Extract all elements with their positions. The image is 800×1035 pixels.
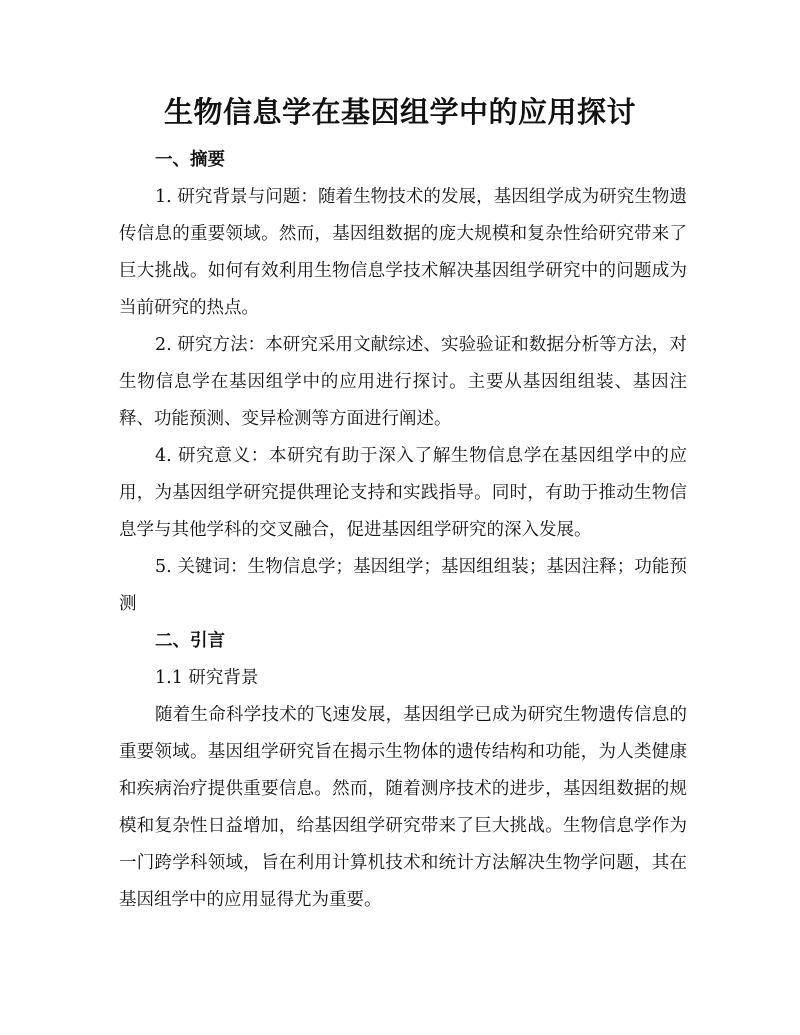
document-body [119, 142, 687, 919]
abstract-paragraph-background: 1. 研究背景与问题：随着生物技术的发展，基因组学成为研究生物遗传信息的重要领域。然而，基因组数据的庞大规模和复杂性给研究带来了巨大挑战。如何有效利用生物信息学技术解决基因组学研究中的问题成为当前研究的热点。 [119, 187, 687, 318]
abstract-paragraph-methods: 2. 研究方法：本研究采用文献综述、实验验证和数据分析等方法，对生物信息学在基因组学中的应用进行探讨。主要从基因组组装、基因注释、功能预测、变异检测等方面进行阐述。 [119, 335, 687, 429]
section-heading-abstract: 一、摘要 [155, 150, 225, 170]
subsection-heading-background: 1.1 研究背景 [155, 668, 259, 688]
introduction-paragraph: 随着生命科学技术的飞速发展，基因组学已成为研究生物遗传信息的重要领域。基因组学研究旨在揭示生物体的遗传结构和功能，为人类健康和疾病治疗提供重要信息。然而，随着测序技术的进步，基因组数据的规模和复杂性日益增加，给基因组学研究带来了巨大挑战。生物信息学作为一门跨学科领域，旨在利用计算机技术和统计方法解决生物学问题，其在基因组学中的应用显得尤为重要。 [119, 705, 687, 910]
abstract-paragraph-significance: 4. 研究意义：本研究有助于深入了解生物信息学在基因组学中的应用，为基因组学研究提供理论支持和实践指导。同时，有助于推动生物信息学与其他学科的交叉融合，促进基因组学研究的深入发展。 [119, 446, 687, 540]
abstract-paragraph-keywords: 5. 关键词：生物信息学；基因组学；基因组组装；基因注释；功能预测 [119, 557, 687, 614]
section-heading-introduction: 二、引言 [155, 631, 225, 651]
document-title: 生物信息学在基因组学中的应用探讨 [163, 95, 636, 129]
